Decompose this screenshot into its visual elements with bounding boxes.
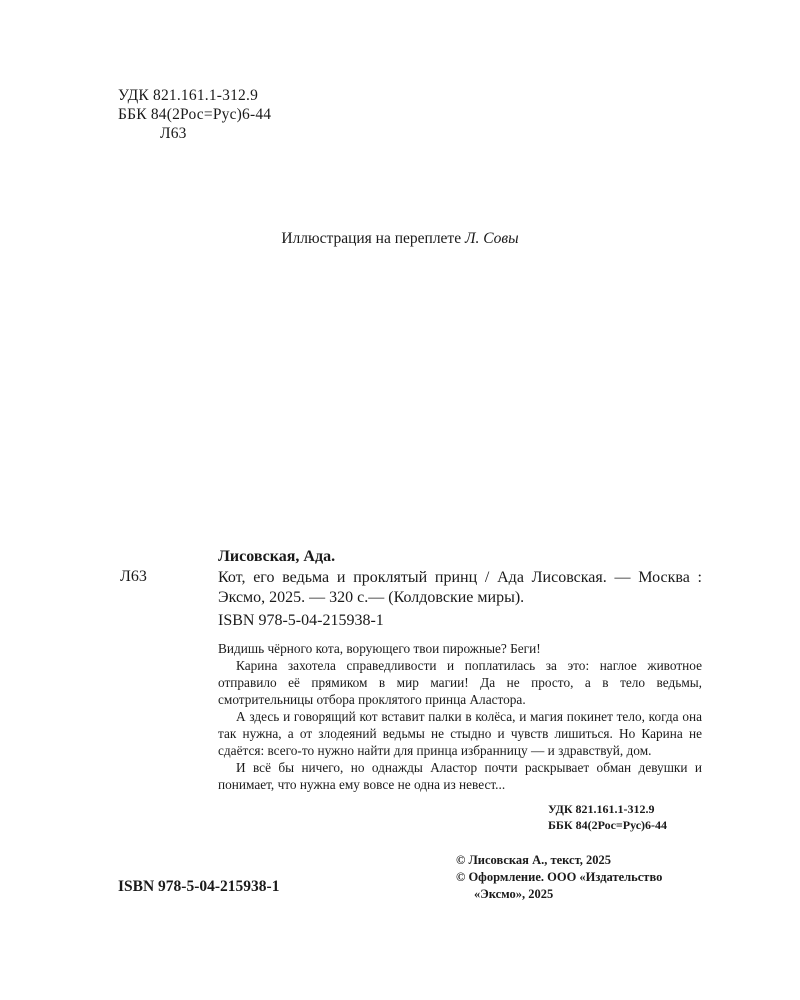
isbn-line: ISBN 978-5-04-215938-1 <box>218 612 384 629</box>
annotation <box>218 640 702 793</box>
udk-code: УДК 821.161.1-312.9 <box>118 87 259 104</box>
udk-code-repeat: УДК 821.161.1-312.9 <box>548 802 655 816</box>
bbk-code-repeat: ББК 84(2Рос=Рус)6-44 <box>548 818 668 832</box>
copyright-design-line1: © Оформление. ООО «Издательство <box>456 870 663 884</box>
footer-isbn: ISBN 978-5-04-215938-1 <box>118 878 280 895</box>
illustration-credit <box>0 230 800 248</box>
author-heading: Лисовская, Ада. <box>218 548 336 565</box>
author-mark: Л63 <box>160 125 187 142</box>
classification-codes <box>118 86 271 143</box>
copyright-block <box>456 852 662 903</box>
side-author-mark: Л63 <box>120 568 147 585</box>
classification-codes-repeat <box>548 801 667 833</box>
bbk-code: ББК 84(2Рос=Рус)6-44 <box>118 106 272 123</box>
annotation-paragraph: Видишь чёрного кота, ворующего твои пирожные? Беги! <box>218 641 541 656</box>
annotation-paragraph: А здесь и говорящий кот вставит палки в колёса, и магия покинет тело, когда она так нужна, а от злодеяний ведьмы не стыдно и чувств лишиться. Но Карина не сдаётся: всего-то нужно найти для принца избранницу — и здравствуй, дом. <box>218 709 702 758</box>
copyright-text: © Лисовская А., текст, 2025 <box>456 853 612 867</box>
copyright-design-line2: «Эксмо», 2025 <box>474 887 554 901</box>
illustration-artist: Л. Совы <box>464 230 519 247</box>
annotation-paragraph: И всё бы ничего, но однажды Аластор почти раскрывает обман девушки и понимает, что нужна ему вовсе не одна из невест... <box>218 760 702 792</box>
illustration-prefix: Иллюстрация на переплете <box>281 230 465 247</box>
annotation-paragraph: Карина захотела справедливости и поплатилась за это: наглое животное отправило её прямиком в мир магии! Да не просто, а в тело ведьмы, смотрительницы отбора проклятого принца Аластора. <box>218 658 702 707</box>
bibliographic-description: Кот, его ведьма и проклятый принц / Ада Лисовская. — Москва : Эксмо, 2025. — 320 с.— (Колдовские миры). <box>218 569 702 606</box>
